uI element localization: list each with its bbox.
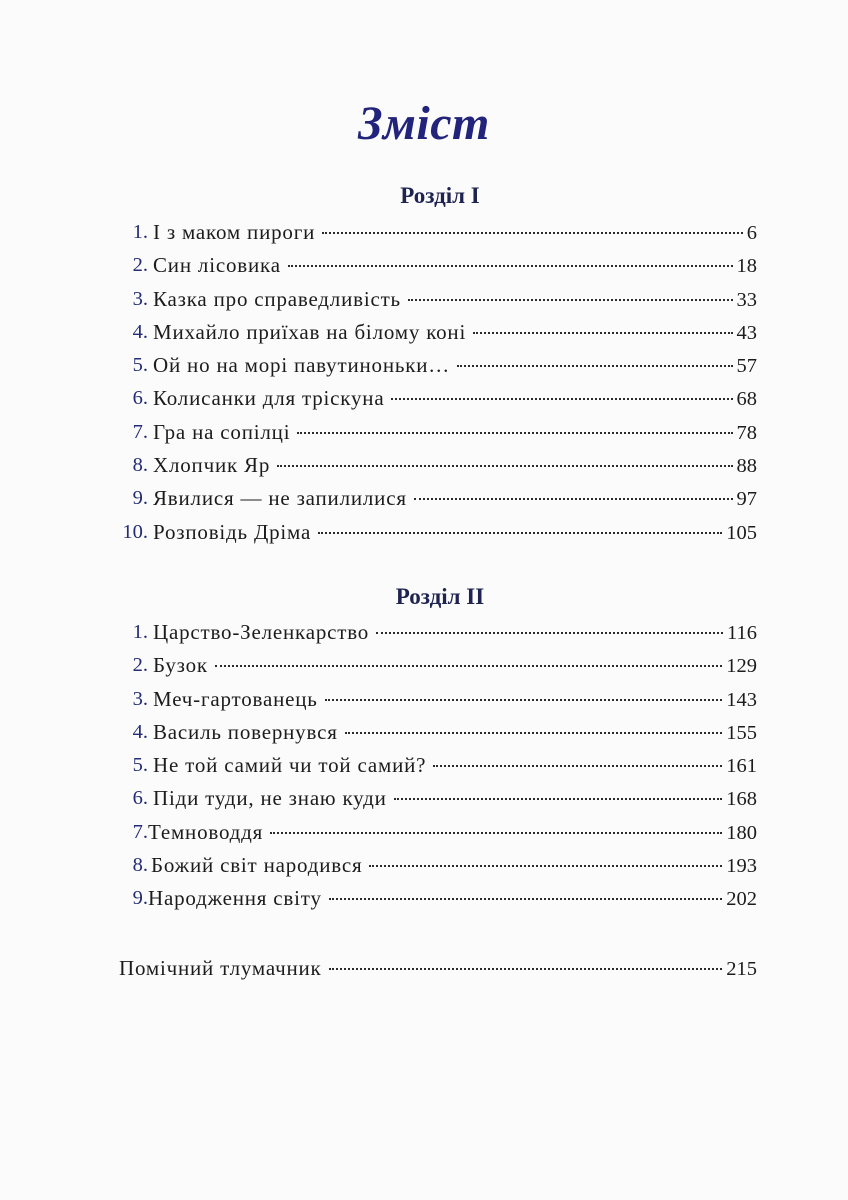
dot-leader [473,330,732,334]
dot-leader [433,763,722,767]
entry-page-number: 116 [727,622,757,644]
toc-entry-appendix[interactable] [0,953,848,986]
toc-entry[interactable] [0,217,848,250]
toc-entry[interactable] [0,317,848,350]
dot-leader [270,830,722,834]
dot-leader [318,530,722,534]
dot-leader [277,463,732,467]
entry-number: 9. [132,887,148,910]
dot-leader [345,730,723,734]
entry-title: Божий світ народився [151,853,363,878]
entry-page-number: 33 [736,288,757,311]
toc-entry[interactable] [0,517,848,550]
page-title: Зміст [358,97,490,150]
entry-title: Явилися — не запилилися [153,486,407,511]
entry-page-number: 6 [746,222,757,244]
toc-entry[interactable] [0,417,848,450]
dot-leader [329,896,722,900]
dot-leader [394,796,723,800]
entry-number: 2. [132,654,148,677]
entry-title: Казка про справедливість [153,286,401,311]
entry-page-number: 161 [726,755,757,778]
entry-page-number: 105 [726,521,757,544]
dot-leader [369,863,722,867]
entry-title: Колисанки для тріскуна [153,386,385,411]
toc-entry[interactable] [0,750,848,783]
dot-leader [391,396,732,400]
entry-title: Син лісовика [153,253,281,278]
entry-title: Темноводдя [148,819,264,844]
dot-leader [376,630,723,634]
dot-leader [297,430,732,434]
toc-entry[interactable] [0,883,848,916]
entry-title: Не той самий чи той самий? [153,753,427,778]
entry-page-number: 68 [736,388,757,411]
toc-entry[interactable] [0,650,848,683]
dot-leader [288,263,733,267]
entry-number: 1. [132,621,148,643]
entry-title: Гра на сопілці [153,419,291,444]
appendix-list [0,953,848,986]
toc-entry[interactable] [0,284,848,317]
entry-title: Бузок [153,653,208,678]
entry-number: 3. [132,687,148,710]
entry-title: Меч-гартованець [153,686,318,711]
entry-title: Народження світу [148,886,322,911]
appendix-title: Помічний тлумачник [119,956,322,980]
entry-number: 9. [132,487,148,510]
entry-page-number: 78 [736,421,757,444]
toc-entry[interactable] [0,350,848,383]
entry-number: 8. [132,454,148,477]
toc-entry[interactable] [0,817,848,850]
toc-entry[interactable] [0,450,848,483]
section-1-list [0,217,848,550]
entry-title: Розповідь Дріма [153,519,312,544]
entry-number: 5. [132,754,148,777]
entry-title: Царство-Зеленкарство [153,620,370,644]
entry-page-number: 155 [726,721,757,744]
dot-leader [457,363,732,367]
toc-entry[interactable] [0,483,848,516]
entry-title: І з маком пироги [153,220,316,244]
entry-title: Ой но на морі павутиноньки… [153,353,451,378]
entry-number: 7. [132,420,148,443]
entry-title: Василь повернувся [153,719,338,744]
toc-entry[interactable] [0,783,848,816]
toc-entry[interactable] [0,684,848,717]
entry-page-number: 202 [726,888,757,911]
entry-number: 2. [132,254,148,277]
entry-number: 4. [132,320,148,343]
entry-number: 10. [122,520,148,543]
dot-leader [414,496,733,500]
toc-entry[interactable] [0,383,848,416]
entry-page-number: 129 [726,655,757,678]
entry-number: 5. [132,354,148,377]
toc-entry[interactable] [0,250,848,283]
section-2-heading: Розділ II [395,584,485,609]
dot-leader [325,697,723,701]
entry-page-number: 88 [736,455,757,478]
entry-number: 4. [132,720,148,743]
toc-entry[interactable] [0,617,848,650]
entry-title: Піди туди, не знаю куди [153,786,387,811]
dot-leader [329,966,723,970]
dot-leader [408,297,733,301]
appendix-page-number: 215 [726,958,757,980]
section-2-list [0,617,848,917]
entry-number: 1. [132,221,148,243]
entry-page-number: 180 [726,821,757,844]
entry-number: 3. [132,287,148,310]
entry-page-number: 18 [736,255,757,278]
entry-page-number: 97 [736,488,757,511]
entry-title: Михайло приїхав на білому коні [153,319,467,344]
section-1-heading: Розділ I [400,183,480,208]
entry-number: 7. [132,820,148,843]
toc-entry[interactable] [0,717,848,750]
entry-page-number: 143 [726,688,757,711]
entry-page-number: 57 [736,355,757,378]
entry-number: 6. [132,387,148,410]
entry-title: Хлопчик Яр [153,453,271,478]
toc-entry[interactable] [0,850,848,883]
entry-number: 8. [132,854,148,877]
entry-page-number: 43 [736,321,757,344]
entry-page-number: 193 [726,855,757,878]
dot-leader [215,663,722,667]
dot-leader [322,230,743,234]
entry-number: 6. [132,787,148,810]
entry-page-number: 168 [726,788,757,811]
